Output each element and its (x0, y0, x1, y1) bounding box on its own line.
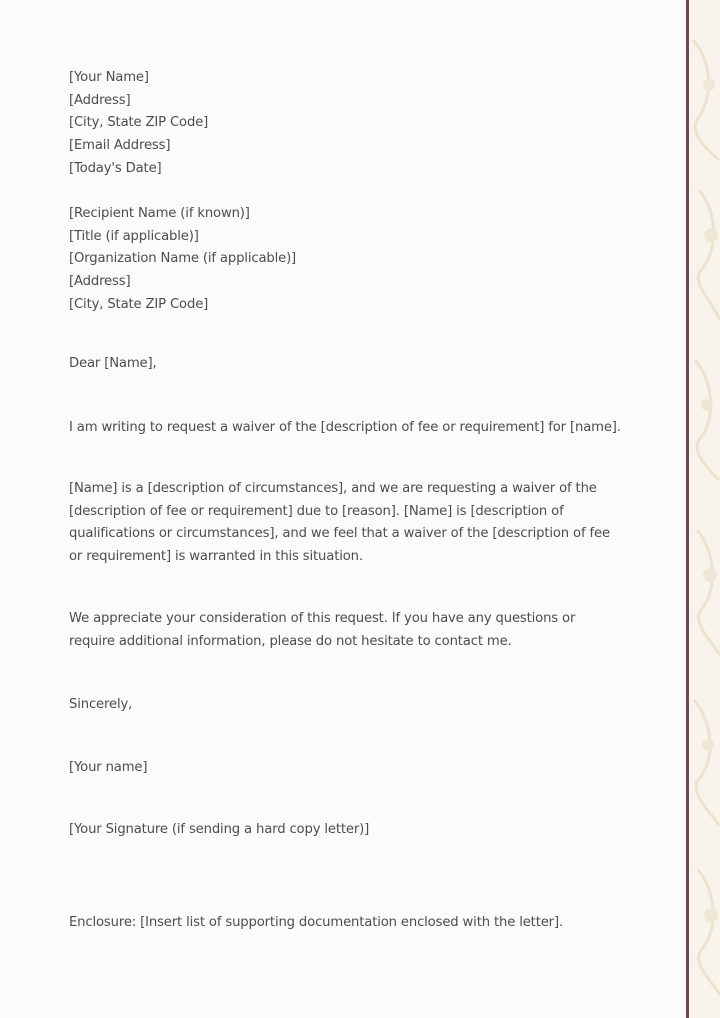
sender-city: [City, State ZIP Code] (69, 115, 209, 131)
recipient-address: [Address] (69, 274, 131, 290)
paragraph-3 (69, 608, 669, 653)
sender-date: [Today's Date] (69, 160, 162, 176)
paragraph-1 (69, 417, 669, 440)
sender-block (69, 67, 669, 181)
salutation: Dear [Name], (69, 356, 157, 371)
enclosure: Enclosure: [Insert list of supporting documentation enclosed with the letter]. (69, 915, 563, 930)
recipient-city: [City, State ZIP Code] (69, 296, 209, 312)
recipient-organization: [Organization Name (if applicable)] (69, 251, 297, 267)
paragraph-line: require additional information, please do not hesitate to contact me. (69, 633, 512, 649)
closing: Sincerely, (69, 697, 133, 712)
paragraph-line: I am writing to request a waiver of the [description of fee or requirement] for [name]. (69, 420, 621, 435)
signature-line: [Your Signature (if sending a hard copy letter)] (69, 822, 370, 837)
sender-email: [Email Address] (69, 138, 171, 154)
paragraph-line: qualifications or circumstances], and we feel that a waiver of the [description of fee (69, 526, 610, 542)
floral-ornament (689, 0, 720, 1018)
paragraph-2 (69, 478, 669, 569)
sender-address: [Address] (69, 92, 131, 108)
sender-name: [Your Name] (69, 70, 149, 85)
paragraph-line: [Name] is a [description of circumstances], and we are requesting a waiver of the (69, 481, 597, 496)
recipient-name: [Recipient Name (if known)] (69, 206, 250, 221)
recipient-title: [Title (if applicable)] (69, 228, 199, 244)
signer-name: [Your name] (69, 760, 148, 775)
paragraph-line: [description of fee or requirement] due to [reason]. [Name] is [description of (69, 503, 564, 519)
floral-pattern-icon (689, 0, 720, 1018)
paragraph-line: We appreciate your consideration of this request. If you have any questions or (69, 611, 576, 626)
recipient-block (69, 203, 669, 317)
paragraph-line: or requirement] is warranted in this situation. (69, 549, 363, 565)
